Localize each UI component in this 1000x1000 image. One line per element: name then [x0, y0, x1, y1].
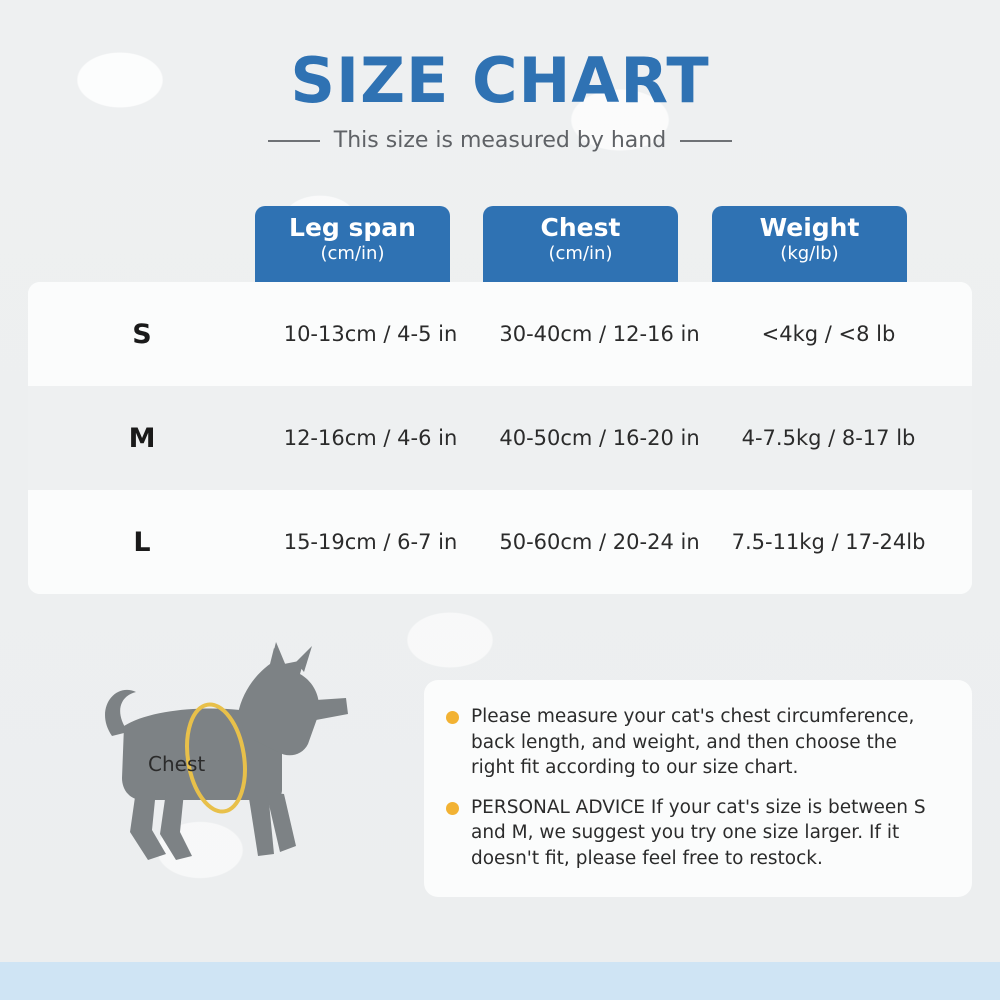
header [0, 44, 1000, 153]
cell-weight: 4-7.5kg / 8-17 lb [741, 426, 916, 450]
note-text: PERSONAL ADVICE If your cat's size is between S and M, we suggest you try one size larger. If it doesn't fit, please feel free to restock. [471, 796, 926, 869]
cell-weight: <4kg / <8 lb [761, 322, 896, 346]
subtitle-rule-left [268, 140, 320, 142]
column-header-chest-units: (cm/in) [548, 242, 613, 264]
chest-measure-label: Chest [148, 752, 206, 776]
subtitle-rule-right [680, 140, 732, 142]
column-header-weight-units: (kg/lb) [780, 242, 839, 264]
size-table [28, 206, 972, 594]
column-header-leg-span [255, 206, 450, 282]
column-header-weight [712, 206, 907, 282]
bullet-icon [446, 802, 459, 815]
bullet-icon [446, 711, 459, 724]
dog-silhouette-icon [70, 640, 390, 900]
column-header-leg-span-units: (cm/in) [320, 242, 385, 264]
cell-leg-span: 15-19cm / 6-7 in [283, 530, 458, 554]
note-item [446, 795, 946, 872]
cell-leg-span: 10-13cm / 4-5 in [283, 322, 458, 346]
table-row [28, 490, 972, 594]
cell-size: L [133, 526, 151, 558]
cell-leg-span: 12-16cm / 4-6 in [283, 426, 458, 450]
dog-illustration [70, 640, 390, 900]
cell-size: M [128, 422, 156, 454]
column-header-chest-title: Chest [540, 213, 621, 242]
notes-card [424, 680, 972, 897]
cell-weight: 7.5-11kg / 17-24lb [731, 530, 926, 554]
footer-strip [0, 962, 1000, 1000]
note-text: Please measure your cat's chest circumference, back length, and weight, and then choose the right fit according to our size chart. [471, 706, 915, 779]
cell-chest: 30-40cm / 12-16 in [499, 322, 700, 346]
cell-chest: 50-60cm / 20-24 in [499, 530, 700, 554]
note-item [446, 704, 946, 781]
table-row [28, 386, 972, 490]
table-body [28, 282, 972, 594]
table-header-row [28, 206, 972, 282]
cell-chest: 40-50cm / 16-20 in [499, 426, 700, 450]
column-header-leg-span-title: Leg span [289, 213, 416, 242]
subtitle-row [0, 128, 1000, 153]
column-header-weight-title: Weight [759, 213, 860, 242]
table-row [28, 282, 972, 386]
column-header-chest [483, 206, 678, 282]
cell-size: S [132, 318, 152, 350]
page-subtitle: This size is measured by hand [333, 128, 667, 153]
page-title: SIZE CHART [290, 44, 710, 117]
